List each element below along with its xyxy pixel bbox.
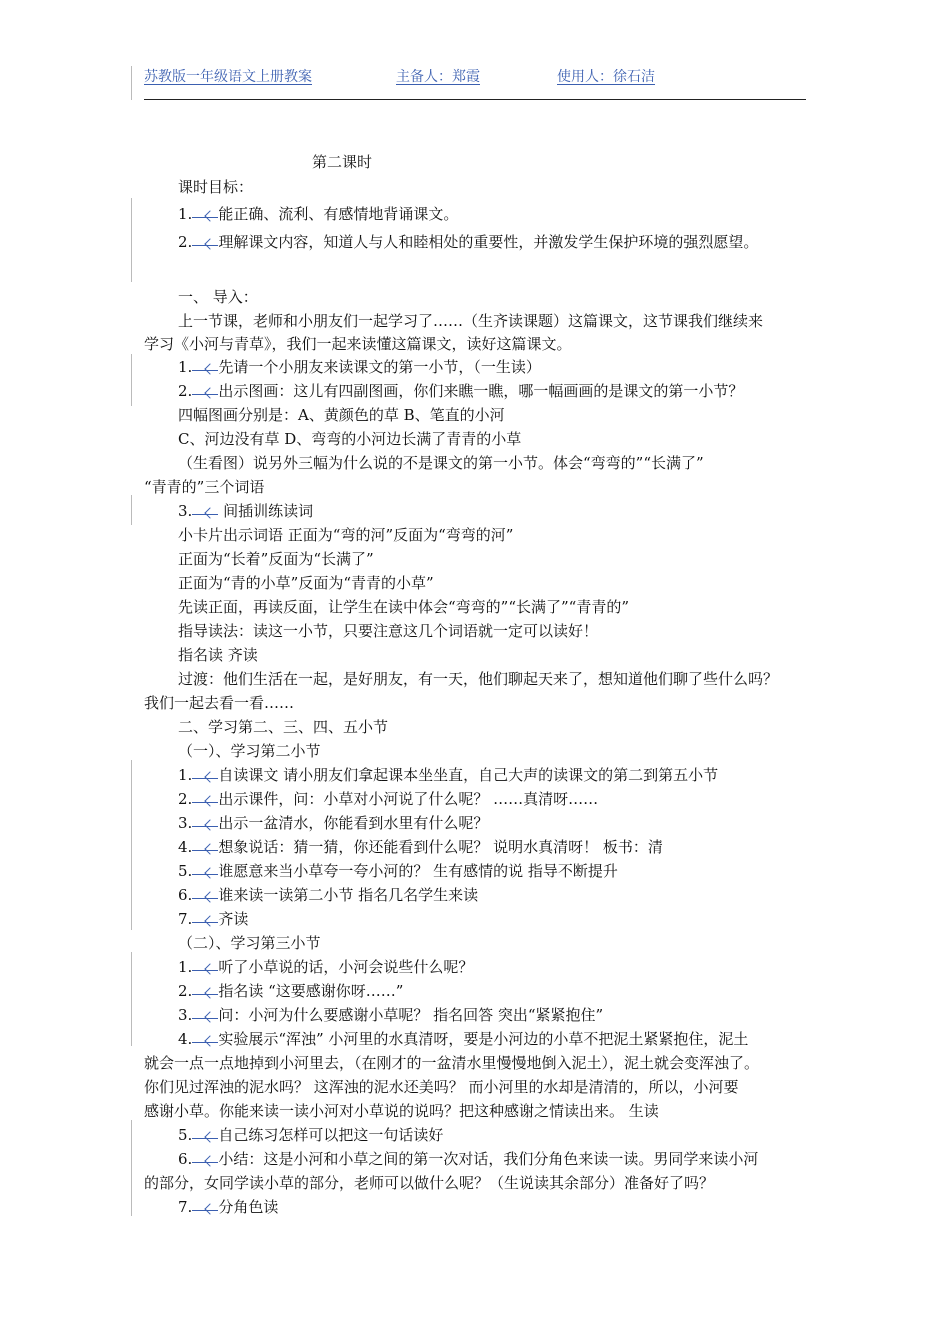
list-item bbox=[178, 813, 488, 833]
margin-bar bbox=[131, 760, 132, 930]
tab-arrow-icon bbox=[192, 233, 218, 247]
list-number: 1. bbox=[178, 358, 193, 376]
line-text: 一、 导入： bbox=[178, 288, 258, 306]
line-text: 出示一盆清水，你能看到水里有什么呢？ bbox=[218, 814, 489, 832]
line-text: （生看图）说另外三幅为什么说的不是课文的第一小节。体会“弯弯的”“长满了” bbox=[178, 454, 704, 472]
list-item bbox=[178, 1029, 748, 1049]
list-number: 3. bbox=[178, 814, 193, 832]
text-line bbox=[144, 334, 572, 354]
tab-arrow-icon bbox=[192, 766, 218, 780]
line-text: 出示图画：这儿有四副图画，你们来瞧一瞧，哪一幅画画的是课文的第一小节？ bbox=[218, 382, 744, 400]
text-line bbox=[178, 717, 388, 737]
text-line bbox=[312, 152, 372, 172]
line-text: 实验展示“浑浊” 小河里的水真清呀，要是小河边的小草不把泥土紧紧抱住，泥土 bbox=[218, 1030, 749, 1048]
line-text: 就会一点一点地掉到小河里去，（在刚才的一盆清水里慢慢地倒入泥土），泥土就会变浑浊了。 bbox=[144, 1054, 760, 1072]
list-number: 3. bbox=[178, 502, 193, 520]
line-text: “青青的”三个词语 bbox=[144, 478, 265, 496]
tab-arrow-icon bbox=[192, 205, 218, 219]
text-line bbox=[144, 477, 264, 497]
list-item bbox=[178, 861, 618, 881]
margin-bar bbox=[131, 495, 132, 525]
list-number: 7. bbox=[178, 910, 193, 928]
line-text: 指名读 “这要感谢你呀……” bbox=[218, 982, 404, 1000]
tab-arrow-icon bbox=[192, 982, 218, 996]
line-text: （一）、学习第二小节 bbox=[178, 742, 321, 760]
text-line bbox=[178, 597, 629, 617]
text-line bbox=[178, 287, 258, 307]
text-line bbox=[178, 573, 434, 593]
line-text: 过渡：他们生活在一起，是好朋友，有一天，他们聊起天来了，想知道他们聊了些什么吗？ bbox=[178, 670, 779, 688]
list-item bbox=[178, 837, 663, 857]
text-line bbox=[178, 549, 374, 569]
line-text: 四幅图画分别是：A、黄颜色的草 B、笔直的小河 bbox=[178, 406, 505, 424]
text-line bbox=[178, 645, 258, 665]
tab-arrow-icon bbox=[192, 838, 218, 852]
tab-arrow-icon bbox=[192, 382, 218, 396]
list-number: 2. bbox=[178, 382, 193, 400]
tab-arrow-icon bbox=[192, 1198, 218, 1212]
text-line bbox=[144, 1053, 759, 1073]
line-text: 间插训练读词 bbox=[218, 502, 314, 520]
list-item bbox=[178, 1149, 758, 1169]
text-line bbox=[144, 693, 294, 713]
list-item bbox=[178, 981, 403, 1001]
text-line bbox=[178, 405, 505, 425]
header-textbook: 苏教版一年级语文上册教案 bbox=[144, 69, 312, 85]
tab-arrow-icon bbox=[192, 790, 218, 804]
list-number: 4. bbox=[178, 1030, 193, 1048]
line-text: 听了小草说的话，小河会说些什么呢？ bbox=[218, 958, 474, 976]
line-text: （二）、学习第三小节 bbox=[178, 934, 321, 952]
list-item bbox=[178, 909, 248, 929]
list-item bbox=[178, 885, 478, 905]
list-number: 5. bbox=[178, 862, 193, 880]
line-text: 的部分，女同学读小草的部分，老师可以做什么呢？（生说读其余部分）准备好了吗？ bbox=[144, 1174, 715, 1192]
text-line bbox=[178, 525, 513, 545]
line-text: 理解课文内容，知道人与人和睦相处的重要性，并激发学生保护环境的强烈愿望。 bbox=[218, 233, 759, 251]
line-text: 能正确、流利、有感情地背诵课文。 bbox=[218, 205, 459, 223]
line-text: 指导读法：读这一小节，只要注意这几个词语就一定可以读好！ bbox=[178, 622, 599, 640]
line-text: 谁愿意来当小草夸一夸小河的？ 生有感情的说 指导不断提升 bbox=[218, 862, 618, 880]
text-line bbox=[178, 177, 253, 197]
line-text: 出示课件，问：小草对小河说了什么呢？ ……真清呀…… bbox=[218, 790, 599, 808]
margin-bar bbox=[131, 1120, 132, 1216]
line-text: 谁来读一读第二小节 指名几名学生来读 bbox=[218, 886, 479, 904]
line-text: 上一节课，老师和小朋友们一起学习了……（生齐读课题）这篇课文，这节课我们继续来 bbox=[178, 312, 764, 330]
line-text: 自读课文 请小朋友们拿起课本坐坐直，自己大声的读课文的第二到第五小节 bbox=[218, 766, 719, 784]
list-item bbox=[178, 1197, 278, 1217]
list-item bbox=[178, 357, 541, 377]
tab-arrow-icon bbox=[192, 910, 218, 924]
line-text: 分角色读 bbox=[218, 1198, 279, 1216]
line-text: 正面为“长着”反面为“长满了” bbox=[178, 550, 374, 568]
margin-bar bbox=[131, 354, 132, 406]
text-line bbox=[178, 429, 521, 449]
line-text: 自己练习怎样可以把这一句话读好 bbox=[218, 1126, 444, 1144]
text-line bbox=[178, 933, 321, 953]
tab-arrow-icon bbox=[192, 1030, 218, 1044]
line-text: 正面为“青的小草”反面为“青青的小草” bbox=[178, 574, 434, 592]
list-item bbox=[178, 232, 758, 252]
line-text: 第二课时 bbox=[312, 153, 373, 171]
header-preparer: 主备人：郑霞 bbox=[396, 69, 480, 85]
line-text: 先请一个小朋友来读课文的第一小节，（一生读） bbox=[218, 358, 541, 376]
text-line bbox=[144, 1173, 714, 1193]
list-item bbox=[178, 204, 458, 224]
list-item bbox=[178, 789, 598, 809]
line-text: 二、学习第二、三、四、五小节 bbox=[178, 718, 389, 736]
list-number: 1. bbox=[178, 958, 193, 976]
list-number: 4. bbox=[178, 838, 193, 856]
line-text: 学习《小河与青草》，我们一起来读懂这篇课文，读好这篇课文。 bbox=[144, 335, 572, 353]
tab-arrow-icon bbox=[192, 358, 218, 372]
line-text: 指名读 齐读 bbox=[178, 646, 258, 664]
list-number: 5. bbox=[178, 1126, 193, 1144]
list-item bbox=[178, 381, 743, 401]
line-text: 小结：这是小河和小草之间的第一次对话，我们分角色来读一读。男同学来读小河 bbox=[218, 1150, 759, 1168]
text-line bbox=[178, 453, 704, 473]
line-text: 问：小河为什么要感谢小草呢？ 指名回答 突出“紧紧抱住” bbox=[218, 1006, 604, 1024]
margin-bar bbox=[131, 198, 132, 282]
list-item bbox=[178, 1125, 443, 1145]
header-rule bbox=[144, 99, 806, 100]
line-text: C、河边没有草 D、弯弯的小河边长满了青青的小草 bbox=[178, 430, 522, 448]
tab-arrow-icon bbox=[192, 886, 218, 900]
list-number: 2. bbox=[178, 982, 193, 1000]
list-item bbox=[178, 501, 313, 521]
tab-arrow-icon bbox=[192, 502, 218, 516]
text-line bbox=[178, 741, 321, 761]
header-user: 使用人：徐石洁 bbox=[557, 69, 655, 85]
list-number: 6. bbox=[178, 1150, 193, 1168]
list-number: 2. bbox=[178, 790, 193, 808]
text-line bbox=[144, 1101, 659, 1121]
list-number: 7. bbox=[178, 1198, 193, 1216]
margin-bar bbox=[131, 66, 132, 100]
line-text: 小卡片出示词语 正面为“弯的河”反面为“弯弯的河” bbox=[178, 526, 514, 544]
text-line bbox=[178, 669, 778, 689]
line-text: 想象说话：猜一猜，你还能看到什么呢？ 说明水真清呀！ 板书：清 bbox=[218, 838, 663, 856]
tab-arrow-icon bbox=[192, 862, 218, 876]
text-line bbox=[144, 1077, 739, 1097]
list-number: 1. bbox=[178, 766, 193, 784]
list-number: 2. bbox=[178, 233, 193, 251]
tab-arrow-icon bbox=[192, 958, 218, 972]
text-line bbox=[178, 621, 598, 641]
tab-arrow-icon bbox=[192, 1126, 218, 1140]
tab-arrow-icon bbox=[192, 1150, 218, 1164]
line-text: 课时目标： bbox=[178, 178, 254, 196]
line-text: 你们见过浑浊的泥水吗？ 这浑浊的泥水还美吗？ 而小河里的水却是清清的，所以，小河要 bbox=[144, 1078, 739, 1096]
line-text: 齐读 bbox=[218, 910, 249, 928]
list-number: 1. bbox=[178, 205, 193, 223]
line-text: 先读正面，再读反面，让学生在读中体会“弯弯的”“长满了”“青青的” bbox=[178, 598, 630, 616]
line-text: 感谢小草。你能来读一读小河对小草说的说吗？把这种感谢之情读出来。 生读 bbox=[144, 1102, 659, 1120]
list-item bbox=[178, 957, 473, 977]
list-number: 3. bbox=[178, 1006, 193, 1024]
list-item bbox=[178, 1005, 603, 1025]
tab-arrow-icon bbox=[192, 814, 218, 828]
margin-bar bbox=[131, 952, 132, 1046]
list-item bbox=[178, 765, 718, 785]
list-number: 6. bbox=[178, 886, 193, 904]
text-line bbox=[178, 311, 763, 331]
line-text: 我们一起去看一看…… bbox=[144, 694, 295, 712]
tab-arrow-icon bbox=[192, 1006, 218, 1020]
